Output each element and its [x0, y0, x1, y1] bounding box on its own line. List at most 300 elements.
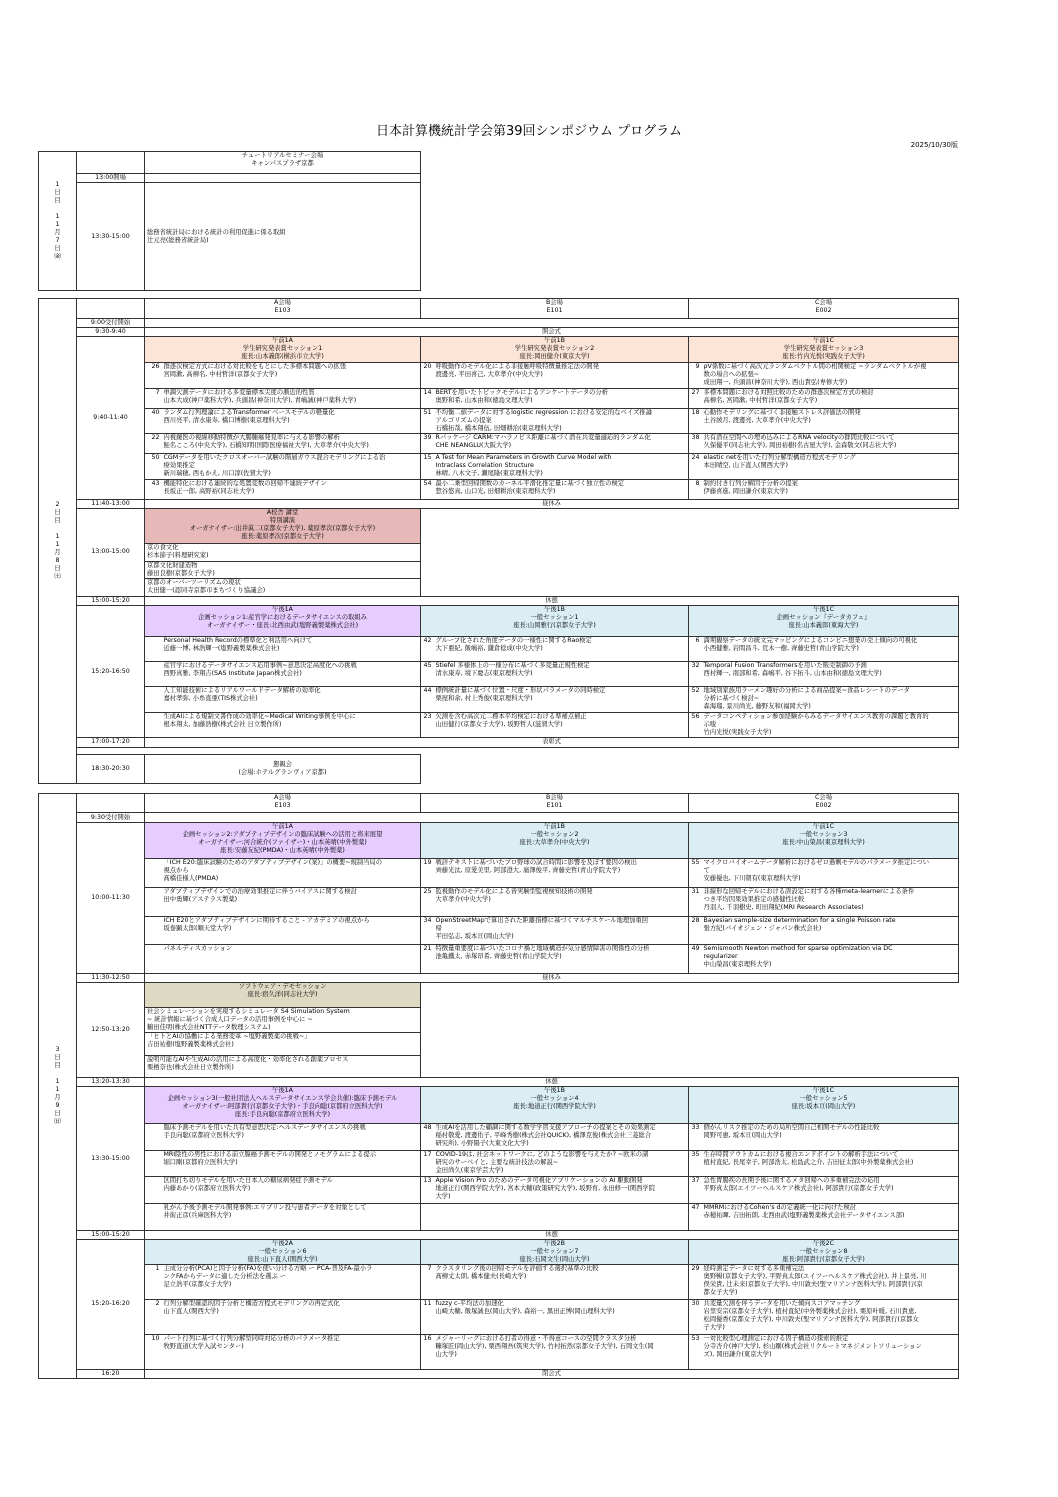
talk-line: 安藤優也, 下川朝有(東京理科大学) [703, 875, 801, 883]
talk-cell [702, 686, 959, 712]
talk-number: 28 [689, 916, 702, 945]
talk-line: MMRMにおけるCohen's dの定義統一化に向けた検討 [703, 1203, 857, 1211]
day-label-char: 3 [55, 1046, 60, 1053]
talk-number: 56 [689, 712, 702, 738]
talk-number: 54 [421, 479, 434, 499]
session-header-line: 座長:安藤友紀(PMDA)・山本英晴(中外製薬) [220, 846, 345, 854]
session-header-line: 企画セッション『データカフェ』 [776, 614, 871, 622]
talk-line: 森海瑠, 景川尚光, 藤野友和(福岡大学) [703, 702, 811, 710]
talk-line: 本田晴空, 山下直人(関西大学) [703, 462, 788, 470]
talk-line: 近藤一博, 林浩輝一(塩野義製薬株式会社) [163, 645, 280, 653]
day-label [39, 794, 77, 1379]
talk-line: 地域別家族用ラーメン趣好の分析による商品提案~食品レシートのデータ [703, 686, 910, 694]
day-label-char: 1 [55, 1086, 60, 1093]
venue-line: チュートリアルセミナー会場 [241, 152, 324, 159]
talk-number: 30 [689, 1300, 702, 1335]
talk-cell [434, 945, 689, 974]
time-slot: 16:20 [77, 1369, 145, 1378]
hall-header [421, 794, 689, 813]
talk-cell [434, 1300, 689, 1335]
empty-area [421, 508, 959, 596]
session-header-line: 午後1B [544, 606, 565, 614]
talk-line: アダプティブデザインでの治療効果推定に伴うバイアスに関する検討 [163, 888, 357, 896]
day-label-char: 1 [55, 213, 60, 220]
talk-number: 25 [421, 888, 434, 917]
talk-line: BERTを用いたトピックモデルによるアンケートデータの分析 [435, 388, 609, 396]
talk-line: 林晴, 八木文子, 瀬尾隆(東京理科大学) [435, 470, 543, 478]
session-header-line: 午後1C [813, 606, 835, 614]
session-header-line: 座長:竹内光悦(実践女子大学) [782, 353, 865, 361]
session-header-line: 午前1B [544, 337, 565, 345]
talk-cell [434, 1177, 689, 1204]
talk-cell [162, 1150, 421, 1177]
time-slot: 9:40-11:40 [77, 337, 145, 499]
talk-line: 主成分分析(PCA)と因子分析(FA)を使い分ける方略 ー PCA-普及FA-最小ラ [163, 1265, 373, 1273]
talk-line: 長坂正一郎, 高野裕(同志社大学) [163, 487, 255, 495]
talk-cell [702, 1124, 959, 1151]
day-label-char: 1 [55, 181, 60, 188]
talk-line: 西野真雅, 李翔吉(SAS Institute Japan株式会社) [163, 669, 302, 677]
talk-cell [145, 579, 421, 597]
hall-header [421, 299, 689, 319]
talk-line: 多標本問題における対照比較のための群逐次検定方式の検討 [703, 388, 874, 396]
talk-line: 赤穂祐暉, 吉田拓朗, 北西由武(塩野義製薬株式会社データサイエンス部) [703, 1211, 905, 1219]
empty-cell [77, 299, 145, 319]
talk-cell [145, 561, 421, 579]
day-label-char: 目 [54, 517, 61, 524]
talk-number: 48 [421, 1124, 434, 1151]
talk-line: て [703, 867, 710, 875]
talk-cell [162, 712, 421, 738]
talk-line: CHE NEANGLU(大阪大学) [435, 442, 512, 450]
talk-line: 心動作モデリングに基づく非接触ストレス評価法の開発 [703, 408, 861, 416]
talk-number: 33 [689, 1124, 702, 1151]
talk-number [145, 712, 162, 738]
session-header [689, 1239, 959, 1265]
talk-line: 最小二乗型回帰関数のカーネル平滑化推定量に基づく独立性の検定 [435, 479, 625, 487]
talk-number [145, 1150, 162, 1177]
talk-line: 研究のサーベイと, 主要な統計技法の解説~ [435, 1158, 559, 1166]
talk-line: ランダム行列理論によるTransformer ベースモデルの軽量化 [163, 408, 335, 416]
talk-cell [702, 859, 959, 888]
day3-table [38, 793, 959, 1379]
session-header [421, 822, 689, 859]
talk-cell [162, 1265, 421, 1300]
session-header-line: ソフトウェア・デモセッション [238, 983, 327, 991]
talk-line: 行列分解型確認的因子分析と構造方程式モデリングの再定式化 [163, 1300, 340, 1308]
talk-line: 張方紀(バイオジェン・ジャパン株式会社) [703, 924, 822, 932]
talk-line: Bayesian sample-size determination for a single Poisson rate [703, 916, 896, 924]
talk-number [145, 888, 162, 917]
talk-line: 山崎大輔, 飯塚誠也(岡山大学), 森裕一, 黒田正博(岡山理科大学) [435, 1308, 615, 1316]
talk-line: 個がんリスク推定のための局所空間自己相関モデルの性能比較 [703, 1124, 880, 1132]
award-band: 表彰式 [145, 738, 959, 747]
talk-line: 惣谷悠真, 山口光, 田畑耕治(東京理科大学) [435, 487, 556, 495]
talk-number: 32 [689, 661, 702, 686]
hall-line: E101 [546, 307, 563, 314]
talk-cell [162, 1177, 421, 1204]
talk-number: 8 [689, 479, 702, 499]
version-date: 2025/10/30版 [910, 141, 958, 149]
talk-line: 急性胃腸疾の長期予後に関するメタ回帰への多重補完法の応用 [703, 1177, 880, 1185]
talk-line: パート行列に基づく行列分解型同時対応分析のパラメータ推定 [163, 1334, 340, 1342]
talk-cell [434, 637, 689, 662]
talk-line: 内藤あかり(京都府立医科大学) [163, 1185, 251, 1193]
talk-number [145, 1177, 162, 1204]
talk-line: 示唆 [703, 720, 717, 728]
session-header-line: オーガナイザー:阿部貴行(京都女子大学)・手良向聡(京都府立医科大学) [182, 1103, 383, 1111]
session-header [689, 822, 959, 859]
opening-band: 開会式 [145, 327, 959, 336]
talk-cell [434, 1334, 689, 1369]
talk-line: 俣栄貴, 辻未来(京都女子大学), 中川敦夫(聖マリアンナ医科大学), 阿部貴行(京 [703, 1281, 923, 1289]
talk-line: 都女子大学) [703, 1289, 738, 1297]
session-header-line: 午前1A [272, 822, 293, 830]
talk-number: 49 [689, 945, 702, 974]
day-label-char: 日 [54, 189, 61, 196]
hall-header [689, 299, 959, 319]
talk-cell [434, 408, 689, 434]
talk-line: 大草孝介(中央大学) [435, 896, 491, 904]
session-header-line: 午前1B [544, 822, 565, 830]
talk-cell [162, 916, 421, 945]
talk-line: 稲村敬愛, 渡邊佑子, 平峰秀樹(株式会社QUICK), 橋澤克俊(株式会社三菱総合 [435, 1132, 652, 1140]
day-label-char: 8 [55, 557, 60, 564]
time-slot: 11:30-12:50 [77, 973, 145, 982]
session-header [689, 1087, 959, 1124]
time-slot: 9:00受付開始 [77, 318, 145, 327]
talk-cell [145, 543, 421, 561]
session-header-line: 特別講演 [269, 516, 296, 524]
talk-cell [702, 712, 959, 738]
day-label-char: 9 [55, 1102, 60, 1109]
talk-line: Semismooth Newton method for sparse optimization via DC [703, 945, 893, 953]
talk-number: 7 [421, 1265, 434, 1300]
time-slot: 13:30-15:00 [77, 1087, 145, 1230]
talk-line: 大下亜紀, 飯嶋裕, 鎌倉稔成(中央大学) [435, 645, 543, 653]
talk-line: 吉田祐樹(塩野義製薬株式会社) [147, 1041, 234, 1049]
talk-cell [162, 637, 421, 662]
talk-number [145, 859, 162, 888]
talk-line: 池亀鐵太, 赤塚昂希, 齊藤史哲(青山学院大学) [435, 953, 562, 961]
talk-line: elastic netを用いた行列分解型構造方程式モデリング [703, 454, 856, 462]
session-header-line: 一般セッション1 [530, 614, 579, 622]
talk-line: 新川瑞穂, 西もかえ, 川口淳(佐賀大学) [163, 470, 271, 478]
session-header-line: 座長:石岡文生(岡山大学) [519, 1255, 590, 1263]
hall-line: E103 [274, 307, 291, 314]
hall-line: E002 [815, 307, 832, 314]
time-slot: 18:30-20:30 [77, 754, 145, 783]
day-label-char: 日 [54, 565, 61, 572]
talk-line: OpenStreetMapで算出された距離指標に基づくマルチスケール地理加重回 [435, 916, 649, 924]
day-label-char: 2 [55, 501, 60, 508]
talk-line: ズ), 岡田謙介(東京大学) [703, 1350, 772, 1358]
talk-number [145, 1124, 162, 1151]
talk-line: 松岡優香(京都女子大学), 中川敦夫(聖マリアンナ医科大学), 阿部貴行(京都女 [703, 1316, 919, 1324]
session-header-line: オーガナイザー:出井眞二(京都女子大学), 薬原孝次(京都女子大学) [189, 524, 376, 532]
talk-cell [702, 1150, 959, 1177]
talk-cell [702, 637, 959, 662]
venue-header [145, 152, 421, 174]
hall-line: A会場 [274, 794, 291, 801]
session-header [421, 337, 689, 363]
talk-line: 説明可能なAIや生成AIの活用による高度化・効率化される創薬プロセス [147, 1055, 349, 1063]
talk-cell [162, 408, 421, 434]
session-header [421, 1239, 689, 1265]
talk-number: 39 [421, 434, 434, 454]
talk-cell [162, 434, 421, 454]
talk-line: クラスタリング後の回帰モデルを評価する選択基準の比較 [435, 1265, 599, 1273]
talk-line: 藤田良樹(京都女子大学) [147, 569, 215, 577]
day-label-char: ㈮ [54, 253, 61, 260]
talk-number: 18 [689, 408, 702, 434]
talk-line: 奥野和希, 山本由和(徳島文理大学) [435, 396, 533, 404]
talk-cell [162, 945, 421, 974]
empty-area [421, 983, 959, 1078]
talk-number [145, 637, 162, 662]
talk-cell [702, 888, 959, 917]
talk-cell [702, 916, 959, 945]
talk-cell [434, 1203, 689, 1230]
talk-line: 帰 [435, 924, 442, 932]
talk-line: 伊藤喜進, 岡田謙介(東京大学) [703, 487, 788, 495]
talk-line: 機能特化における連続的な処置変数の回帰不連続デザイン [163, 479, 327, 487]
empty-area [421, 754, 959, 783]
session-header-line: 学生研究発表賞セッション3 [783, 345, 864, 353]
day-label-char: 目 [54, 1062, 61, 1069]
talk-line: 標例統計量に基づく位置・尺度・形状パラメータの同時検定 [435, 686, 606, 694]
talk-number: 31 [689, 888, 702, 917]
talk-line: 共変量欠測を伴うデータを用いた傾向スコアマッチング [703, 1300, 861, 1308]
talk-line: Stiefel 多様体上の一様分布に基づく多変量正規性検定 [435, 661, 590, 669]
talk-cell [162, 363, 421, 389]
talk-line: 視点から [163, 867, 189, 875]
talk-line: 京都文化財建造物 [147, 561, 198, 569]
session-header [421, 606, 689, 637]
talk-line: 総務省統計局における統計の利用促進に係る取組 [147, 228, 286, 236]
break-band: 休憩 [145, 596, 959, 605]
talk-cell [702, 454, 959, 480]
talk-line: 平野真太郎(エイツーヘルスケア株式会社), 阿部貴行(京都女子大学) [703, 1185, 894, 1193]
empty-cell [145, 174, 421, 183]
talk-line: 丹羽人, 千羽樹史, 町田翔紀(MRI Research Associates) [703, 904, 864, 912]
time-slot: 13:00開場 [77, 174, 145, 183]
talk-line: 呼吸動作のモデル化による非接触呼吸特徴量推定法の開発 [435, 363, 599, 371]
talk-line: 植村直紀, 長尾幸子, 阿部浩太, 松島武之介, 吉田征太郎(中外製薬株式会社) [703, 1158, 914, 1166]
talk-line: 「ヒトとAIの協働による業務変革 ~塩野義製薬の挑戦~」 [147, 1033, 311, 1041]
talk-line: 髙柳丈太朗, 橋本健夫(長崎大学) [435, 1273, 527, 1281]
session-header [145, 606, 421, 637]
session-header-line: 午後1A [272, 1087, 293, 1095]
hall-line: C会場 [815, 299, 833, 306]
talk-line: 山下直人(関西大学) [163, 1308, 219, 1316]
talk-line: 田中勇輝(アステラス製薬) [163, 896, 238, 904]
talk-number: 23 [421, 712, 434, 738]
talk-cell [145, 1007, 421, 1033]
talk-cell [702, 363, 959, 389]
session-header [689, 337, 959, 363]
empty-cell [77, 152, 145, 174]
talk-cell [434, 686, 689, 712]
day2-table [38, 298, 959, 784]
talk-cell [434, 388, 689, 408]
talk-line: 石橋拓哉, 橋本翔伍, 田畑耕治(東京理科大学) [435, 424, 562, 432]
empty-cell [77, 794, 145, 813]
session-header-line: 午後1B [544, 1087, 565, 1095]
talk-line: COVID-19は, 社会ネットワークに, どのような影響を与えたか? ~欧米の諸 [435, 1150, 649, 1158]
session-header [421, 1087, 689, 1124]
session-header-line: 午前1C [813, 822, 835, 830]
talk-line: 小西健雅, 岩間昌斗, 荒木一樹, 齊藤史哲(青山学院大学) [703, 645, 859, 653]
time-slot: 9:30-9:40 [77, 327, 145, 336]
talk-line: 齊藤光汰, 原愛美里, 阿部澄大, 廣澤俊平, 齊藤史哲(青山学院大学) [435, 867, 621, 875]
time-slot: 13:20-13:30 [77, 1078, 145, 1087]
talk-line: 生成AIによる規制文書作成の効率化~Medical Writing事例を中心に [163, 712, 356, 720]
talk-cell [434, 916, 689, 945]
talk-cell [434, 888, 689, 917]
time-slot: 17:00-17:20 [77, 738, 145, 747]
talk-cell [702, 1177, 959, 1204]
session-header [145, 1087, 421, 1124]
talk-line: 特徴量重要度に基づいたコロナ禍と地域構造が気分感情障害の関係性の分析 [435, 945, 650, 953]
session-header-line: 一般セッション8 [799, 1247, 848, 1255]
talk-cell [702, 1265, 959, 1300]
party-line: (会場:ホテルグランヴィア京都) [238, 768, 327, 776]
talk-cell [434, 434, 689, 454]
session-header [145, 822, 421, 859]
empty-area [421, 152, 959, 291]
session-header [145, 508, 421, 543]
talk-line: 金田尚久(東京学芸大学) [435, 1166, 504, 1174]
talk-cell [162, 1203, 421, 1230]
hall-header [145, 794, 421, 813]
talk-line: グループ化された角度データの一様性に関するRao検定 [435, 637, 592, 645]
talk-line: 監視動作のモデル化による皆実験型監視検知技術の開発 [435, 888, 593, 896]
session-header-line: 座長:山岡雅行(京都女子大学) [513, 622, 596, 630]
session-header-line: オーガナイザー・座長:北西由武(塩野義製薬株式会社) [206, 622, 359, 630]
talk-line: 生存時間アウトカムにおける複合エンドポイントの解析手法について [703, 1150, 899, 1158]
talk-number [145, 661, 162, 686]
talk-line: Rパッケージ CARM:マハラノビス距離に基づく潜在共変量適応的ランダム化 [435, 434, 651, 442]
talk-line: 牧野直道(大学入試センター) [163, 1342, 244, 1350]
break-band: 休憩 [145, 1230, 959, 1239]
talk-number: 29 [689, 1265, 702, 1300]
empty-band [145, 813, 959, 822]
talk-line: regularizer [703, 953, 738, 961]
talk-cell [162, 686, 421, 712]
talk-cell [434, 363, 689, 389]
time-slot: 15:00-15:20 [77, 1230, 145, 1239]
talk-line: 山本大成(神戸薬科大学), 兵頭昌(神奈川大学), 青嶋誠(神戸薬科大学) [163, 396, 357, 404]
day-label-char: ㈰ [54, 1118, 61, 1125]
talk-number: 10 [145, 1334, 162, 1369]
talk-number [421, 1203, 434, 1230]
talk-line: 足立浩平(京都女子大学) [163, 1281, 232, 1289]
day-label-char [41, 525, 74, 533]
empty-band [145, 318, 959, 327]
talk-number: 22 [145, 434, 162, 454]
talk-line: 竹内光悦(実践女子大学) [703, 728, 772, 736]
talk-number: 37 [689, 1177, 702, 1204]
talk-line: 子大学) [703, 1324, 725, 1332]
session-header-line: 企画セッション1:産官学におけるデータサイエンスの取組み [198, 614, 367, 622]
talk-number: 55 [689, 859, 702, 888]
talk-line: 京都のオーバーツーリズムの現状 [147, 579, 241, 587]
talk-line: 経時測定データに対する多重補完法 [703, 1265, 805, 1273]
lunch-band: 昼休み [145, 973, 959, 982]
talk-line: 清水康寿, 境下慶志(東京理科大学) [435, 669, 533, 677]
session-header-line: 学生研究発表賞セッション2 [514, 345, 595, 353]
talk-cell [434, 1265, 689, 1300]
talk-line: 単調欠測データにおける多変量標本尖度の漸近的性質 [163, 388, 315, 396]
talk-line: 手良向聡(京都府立医科大学) [163, 1132, 244, 1140]
session-header-line: 座長:岡田健介(東京大学) [519, 353, 590, 361]
session-header-line: オーガナイザー:河合統介(ファイザー)・山本英晴(中外製薬) [198, 838, 367, 846]
talk-line: 奥野暢(京都女子大学), 平野真太郎(エイツーヘルスケア株式会社), 井上景亮, 川 [703, 1273, 927, 1281]
time-slot: 11:40-13:00 [77, 499, 145, 508]
talk-number: 40 [145, 408, 162, 434]
talk-number: 1 [145, 1265, 162, 1300]
talk-line: 栗屋和余, 村上秀俊(東京理科大学) [435, 694, 533, 702]
talk-cell [145, 1033, 421, 1056]
party-line: 懇親会 [273, 760, 292, 768]
talk-line: A Test for Mean Parameters in Growth Curve Model with [435, 454, 612, 462]
talk-number [145, 916, 162, 945]
talk-cell [702, 661, 959, 686]
talk-cell [162, 454, 421, 480]
break-band: 休憩 [145, 1078, 959, 1087]
session-header-line: 午前1A [272, 337, 293, 345]
talk-line: MRI陰性の男性における前立腺癌予測モデルの開発とノモグラムによる提示 [163, 1150, 377, 1158]
talk-number: 15 [421, 454, 434, 480]
talk-cell [434, 1124, 689, 1151]
talk-number: 44 [421, 686, 434, 712]
talk-cell [434, 1150, 689, 1177]
talk-line: 戦評テキストに基づいたプロ野球の試合時間に影響を及ぼす要因の検出 [435, 859, 637, 867]
session-header-line: 学生研究発表賞セッション1 [242, 345, 323, 353]
talk-line: ICH E20とアダプティブデザインに期待すること - アカデミアの視点から [163, 916, 370, 924]
talk-cell [702, 479, 959, 499]
talk-line: Personal Health Recordの標準化と利活用へ向けて [163, 637, 313, 645]
talk-number: 6 [689, 637, 702, 662]
talk-line: 一対比較型心理測定における因子構造の探索的推定 [703, 1334, 849, 1342]
talk-number: 9 [689, 363, 702, 389]
talk-line: 共有潜在空間への埋め込みによるRNA velocityの群間比較について [703, 434, 895, 442]
session-header-line: A校舎 講堂 [266, 508, 299, 516]
talk-cell [162, 888, 421, 917]
hall-line: A会場 [274, 299, 291, 306]
talk-number: 21 [421, 945, 434, 974]
session-header-line: 座長:山下直人(関西大学) [247, 1255, 318, 1263]
session-header-line: 座長:手良向聡(京都府立医科大学) [234, 1111, 331, 1119]
talk-cell [702, 1300, 959, 1335]
day1-table [38, 151, 959, 291]
talk-line: 岡野可惠, 坂本亘(岡山大学) [703, 1132, 782, 1140]
talk-cell [434, 712, 689, 738]
talk-line: fuzzy c-平均法の加速化 [435, 1300, 504, 1308]
talk-number: 34 [421, 916, 434, 945]
party-cell [145, 754, 421, 783]
time-slot: 12:50-13:20 [77, 983, 145, 1078]
talk-cell [702, 388, 959, 408]
talk-line: アルゴリズムの提案 [435, 416, 492, 424]
lunch-band: 昼休み [145, 499, 959, 508]
talk-line: パネルディスカッション [163, 945, 233, 953]
talk-number: 53 [689, 1334, 702, 1369]
session-header-line: 一般セッション5 [799, 1095, 848, 1103]
talk-line: 区間打ち切りモデルを用いた日本人の糖尿病発症予測モデル [163, 1177, 333, 1185]
talk-number [145, 1203, 162, 1230]
